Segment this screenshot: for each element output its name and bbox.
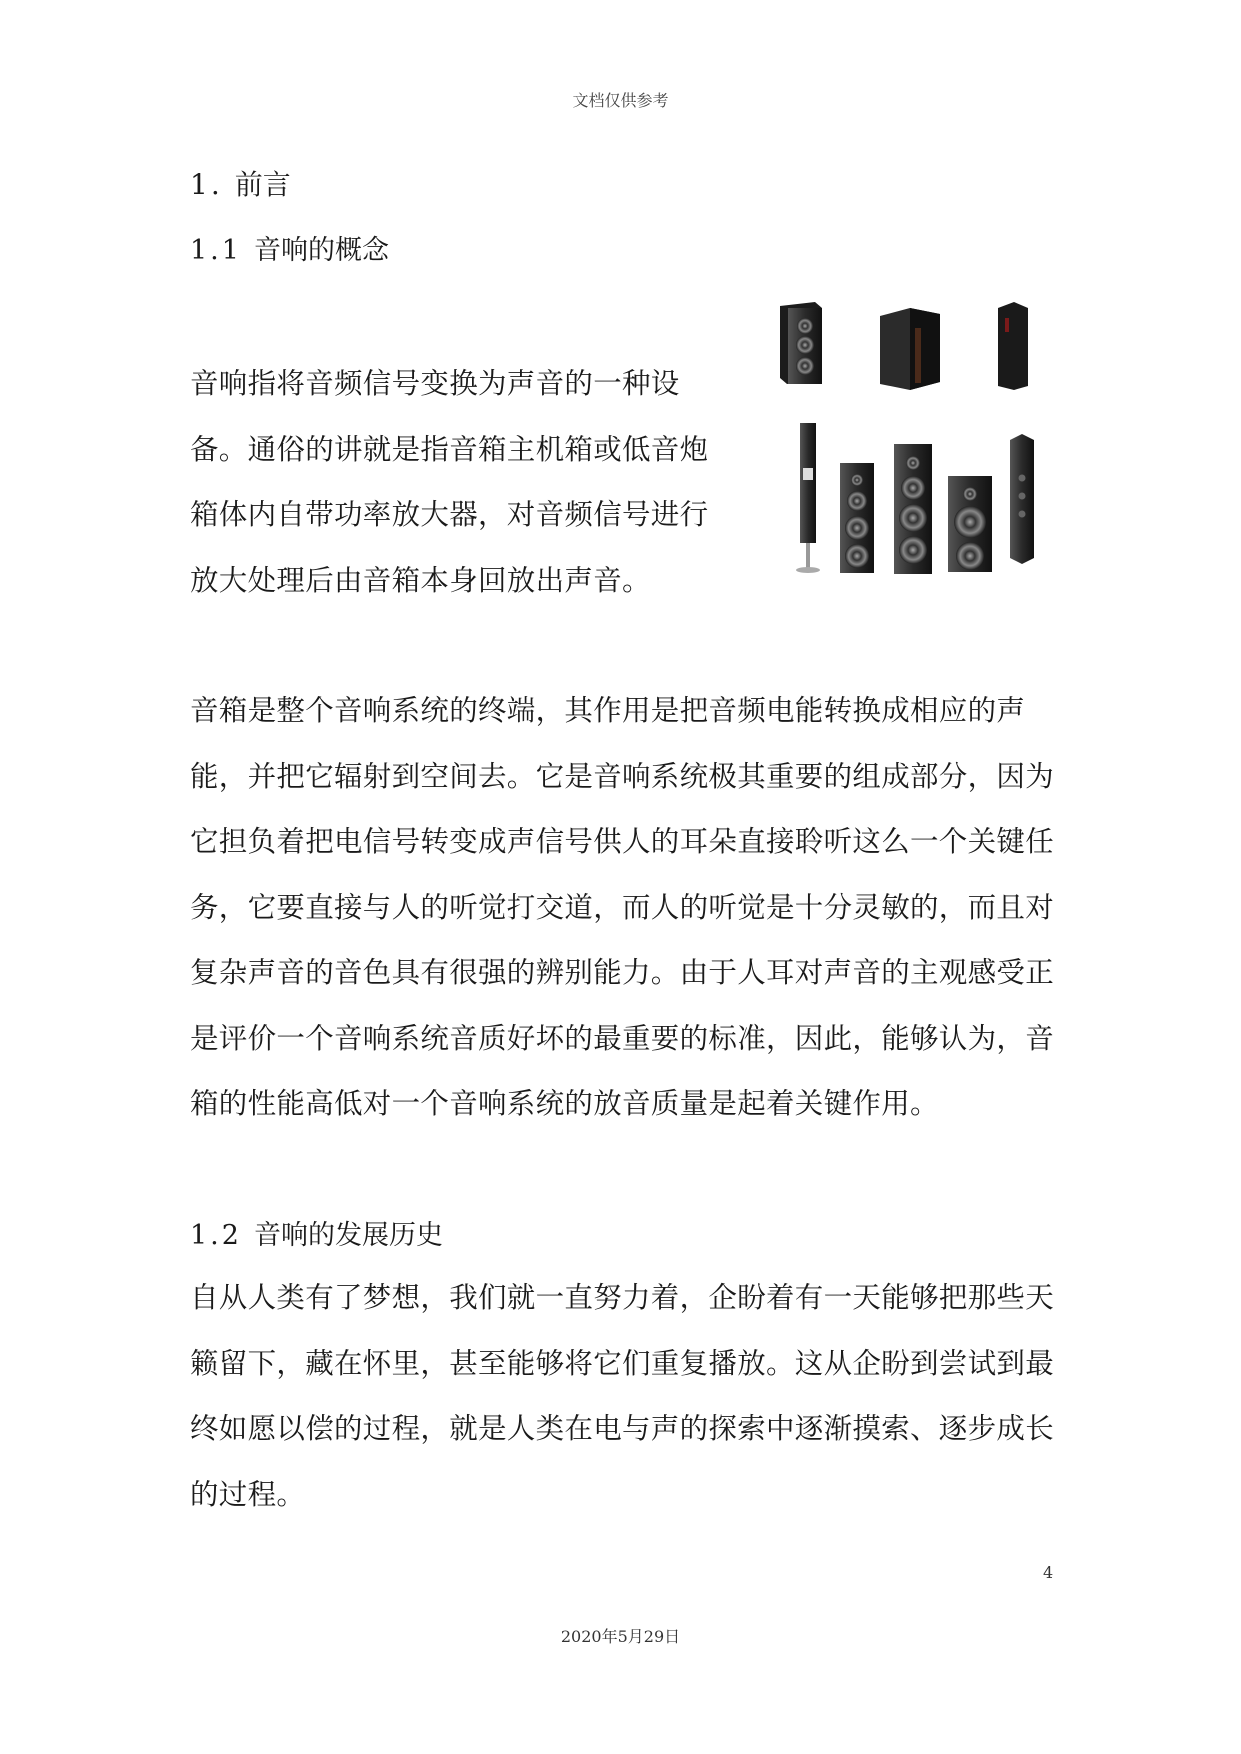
subsection-title: 音响的发展历史 bbox=[253, 1220, 443, 1251]
page-header: 文档仅供参考 bbox=[572, 91, 669, 110]
subsection-heading-1 bbox=[190, 228, 389, 267]
slim-tower-speaker bbox=[1010, 434, 1034, 564]
subsection-number: 1.1 bbox=[190, 235, 242, 266]
satellite-speaker bbox=[998, 302, 1028, 390]
paragraph-concept: 音响指将音频信号变换为声音的一种设备。通俗的讲就是指音箱主机箱或低音炮箱体内自带功率放大器，对音频信号进行放大处理后由音箱本身回放出声音。 bbox=[190, 367, 709, 597]
floor-speaker-3 bbox=[948, 476, 992, 572]
paragraph-history: 自从人类有了梦想，我们就一直努力着，企盼着有一天能够把那些天籁留下，藏在怀里，甚至能够将它们重复播放。这从企盼到尝试到最终如愿以偿的过程，就是人类在电与声的探索中逐渐摸索、逐步成长的过程。 bbox=[190, 1281, 1055, 1511]
subsection-title: 音响的概念 bbox=[253, 235, 389, 266]
floor-speaker-1 bbox=[840, 463, 874, 573]
subsection-heading-2 bbox=[190, 1213, 443, 1252]
subwoofer bbox=[880, 308, 940, 390]
speakers-image bbox=[770, 298, 1060, 588]
paragraph-speaker-role: 音箱是整个音响系统的终端，其作用是把音频电能转换成相应的声能，并把它辐射到空间去。它是音响系统极其重要的组成部分，因为它担负着把电信号转变成声信号供人的耳朵直接聆听这么一个关键任务，它要直接与人的听觉打交道，而人的听觉是十分灵敏的，而且对复杂声音的音色具有很强的辨别能力。由于人耳对声音的主观感受正是评价一个音响系统音质好坏的最重要的标准，因此，能够认为，音箱的性能高低对一个音响系统的放音质量是起着关键作用。 bbox=[190, 694, 1055, 1120]
page-number: 4 bbox=[1043, 1563, 1054, 1582]
section-number: 1. bbox=[190, 168, 223, 201]
floor-speaker-2 bbox=[894, 444, 932, 574]
subsection-number: 1.2 bbox=[190, 1220, 242, 1251]
column-speaker bbox=[796, 423, 820, 573]
bookshelf-speaker-1 bbox=[780, 302, 822, 384]
page-footer-date: 2020年5月29日 bbox=[560, 1627, 681, 1646]
section-heading bbox=[190, 163, 291, 203]
section-title: 前言 bbox=[234, 168, 291, 201]
